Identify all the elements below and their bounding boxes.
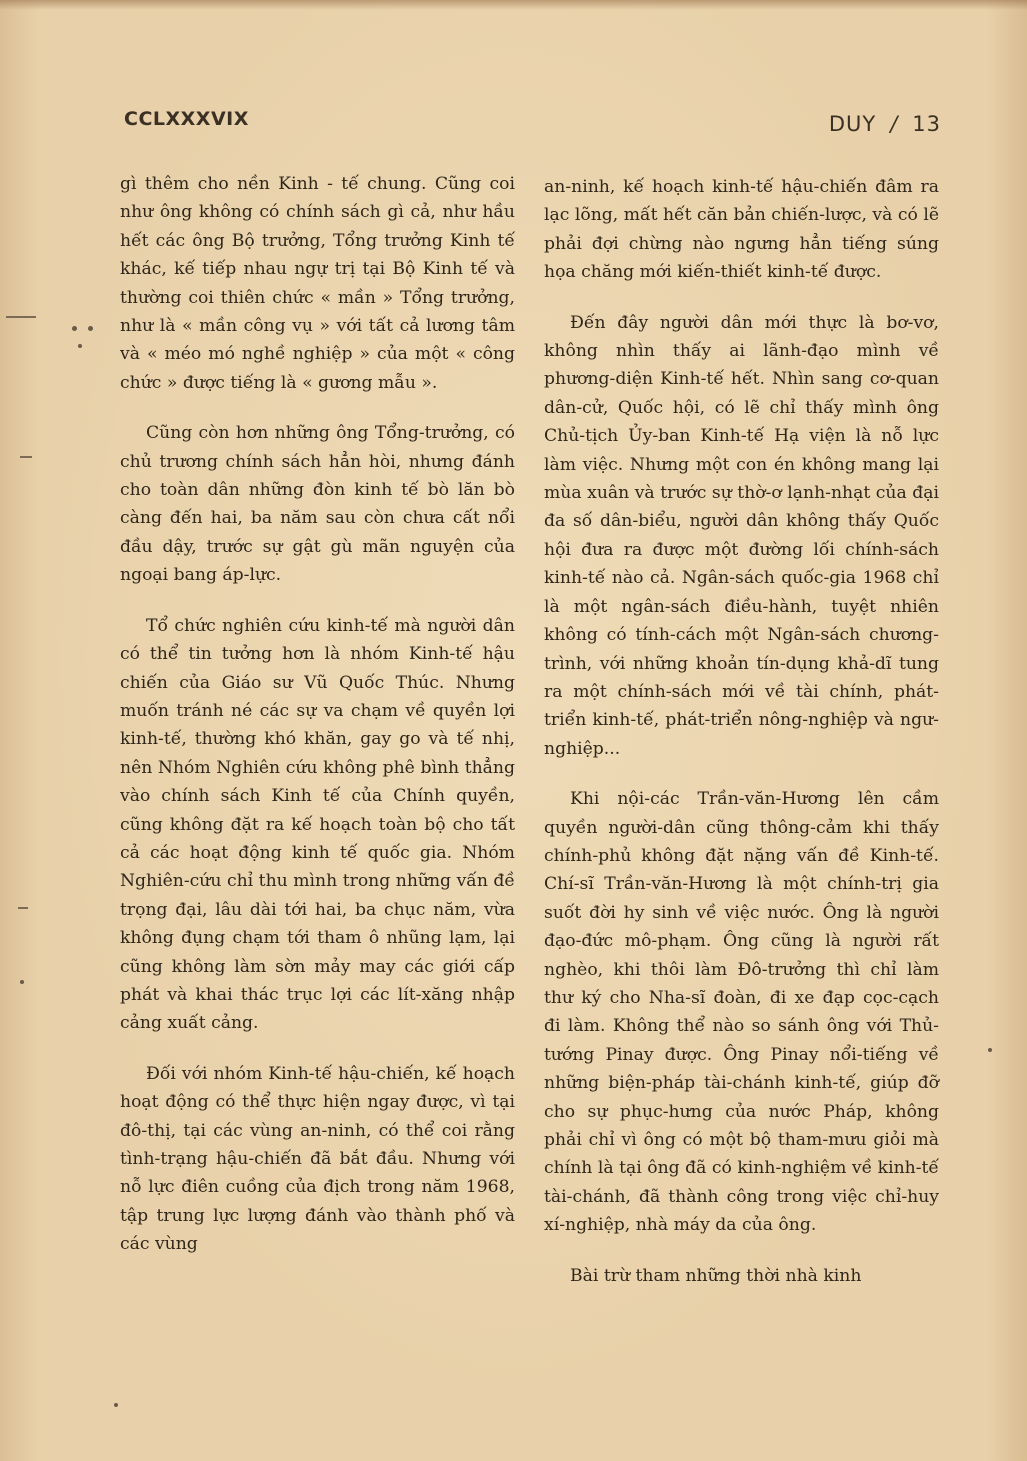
- margin-speck: [114, 1403, 118, 1407]
- issue-number: CCLXXXVIX: [124, 108, 249, 130]
- paragraph: gì thêm cho nền Kinh - tế chung. Cũng coi như ông không có chính sách gì cả, như hầu hết các ông Bộ trưởng, Tổng trưởng Kinh tế khác, kế tiếp nhau ngự trị tại Bộ Kinh tế và thường coi thiên chức « mần » Tổng trưởng, như là « mần công vụ » với tất cả lương tâm và « méo mó nghề nghiệp » của một « công chức » được tiếng là « gương mẫu ».: [120, 174, 515, 393]
- margin-speck: [988, 1048, 992, 1052]
- margin-mark: [20, 456, 32, 458]
- page-number: 13: [912, 112, 941, 136]
- margin-speck: [78, 344, 82, 348]
- paragraph: an-ninh, kế hoạch kinh-tế hậu-chiến đâm ra lạc lõng, mất hết căn bản chiến-lược, và có lẽ phải đợi chừng nào ngưng hẳn tiếng súng họa chăng mới kiến-thiết kinh-tế được.: [544, 177, 939, 283]
- magazine-title: DUY: [828, 112, 877, 136]
- right-column: [544, 173, 939, 1290]
- paragraph: Cũng còn hơn những ông Tổng-trưởng, có chủ trương chính sách hẳn hòi, nhưng đánh cho toàn dân những đòn kinh tế bò lăn bò càng đến hai, ba năm sau còn chưa cất nổi đầu dậy, trước sự gật gù mãn nguyện của ngoại bang áp-lực.: [120, 423, 515, 586]
- paragraph: Tổ chức nghiên cứu kinh-tế mà người dân có thể tin tưởng hơn là nhóm Kinh-tế hậu chiến của Giáo sư Vũ Quốc Thúc. Nhưng muốn tránh né các sự va chạm về quyền lợi kinh-tế, thường khó khăn, gay go và tế nhị, nên Nhóm Nghiên cứu không phê bình thẳng vào chính sách Kinh tế của Chính quyền, cũng không đặt ra kế hoạch toàn bộ cho tất cả các hoạt động kinh tế quốc gia. Nhóm Nghiên-cứu chỉ thu mình trong những vấn đề trọng đại, lâu dài tới hai, ba chục năm, vừa không đụng chạm tới tham ô nhũng lạm, lại cũng không làm sờn mảy may các giới cấp phát và khai thác trục lợi các lít-xăng nhập cảng xuất cảng.: [120, 615, 515, 1034]
- margin-mark: [6, 316, 36, 318]
- paragraph: Khi nội-các Trần-văn-Hương lên cầm quyền người-dân cũng thông-cảm khi thấy chính-phủ không đặt nặng vấn đề Kinh-tế. Chí-sĩ Trần-văn-Hương là một chính-trị gia suốt đời hy sinh về việc nước. Ông là người đạo-đức mô-phạm. Ông cũng là người rất nghèo, khi thôi làm Đô-trưởng thì chỉ làm thư ký cho Nha-sĩ đoàn, đi xe đạp cọc-cạch đi làm. Không thể nào so sánh ông với Thủ-tướng Pinay được. Ông Pinay nổi-tiếng về những biện-pháp tài-chánh kinh-tế, giúp đỡ cho sự phục-hưng của nước Pháp, không phải chỉ vì ông có một bộ tham-mưu giỏi mà chính là tại ông đã có kinh-nghiệm về kinh-tế tài-chánh, đã thành công trong việc chỉ-huy xí-nghiệp, nhà máy da của ông.: [544, 789, 939, 1236]
- margin-speck: [88, 326, 93, 331]
- paragraph: Bài trừ tham những thời nhà kinh: [570, 1265, 862, 1286]
- running-header: [829, 112, 941, 136]
- page-top-edge: [0, 0, 1027, 10]
- margin-speck: [72, 326, 77, 331]
- paragraph: Đến đây người dân mới thực là bơ-vơ, không nhìn thấy ai lãnh-đạo mình về phương-diện Kinh-tế hết. Nhìn sang cơ-quan dân-cử, Quốc hội, có lẽ chỉ thấy mình ông Chủ-tịch Ủy-ban Kinh-tế Hạ viện là nỗ lực làm việc. Nhưng một con én không mang lại mùa xuân và trước sự thờ-ơ lạnh-nhạt của đại đa số dân-biểu, người dân không thấy Quốc hội đưa ra được một đường lối chính-sách kinh-tế nào cả. Ngân-sách quốc-gia 1968 chỉ là một ngân-sách điều-hành, tuyệt nhiên không có tính-cách một Ngân-sách chương-trình, với những khoản tín-dụng khả-dĩ tung ra một chính-sách mới về tài chính, phát-triển kinh-tế, phát-triển nông-nghiệp và ngư-nghiệp...: [544, 312, 939, 759]
- paragraph: Đối với nhóm Kinh-tế hậu-chiến, kế hoạch hoạt động có thể thực hiện ngay được, vì tại đô-thị, tại các vùng an-ninh, có thể coi rằng tình-trạng hậu-chiến đã bắt đầu. Nhưng với nỗ lực điên cuồng của địch trong năm 1968, tập trung lực lượng đánh vào thành phố và các vùng: [120, 1063, 515, 1255]
- margin-mark: [18, 907, 28, 909]
- header-separator: /: [890, 112, 899, 136]
- left-column: [120, 170, 515, 1259]
- margin-speck: [20, 980, 24, 984]
